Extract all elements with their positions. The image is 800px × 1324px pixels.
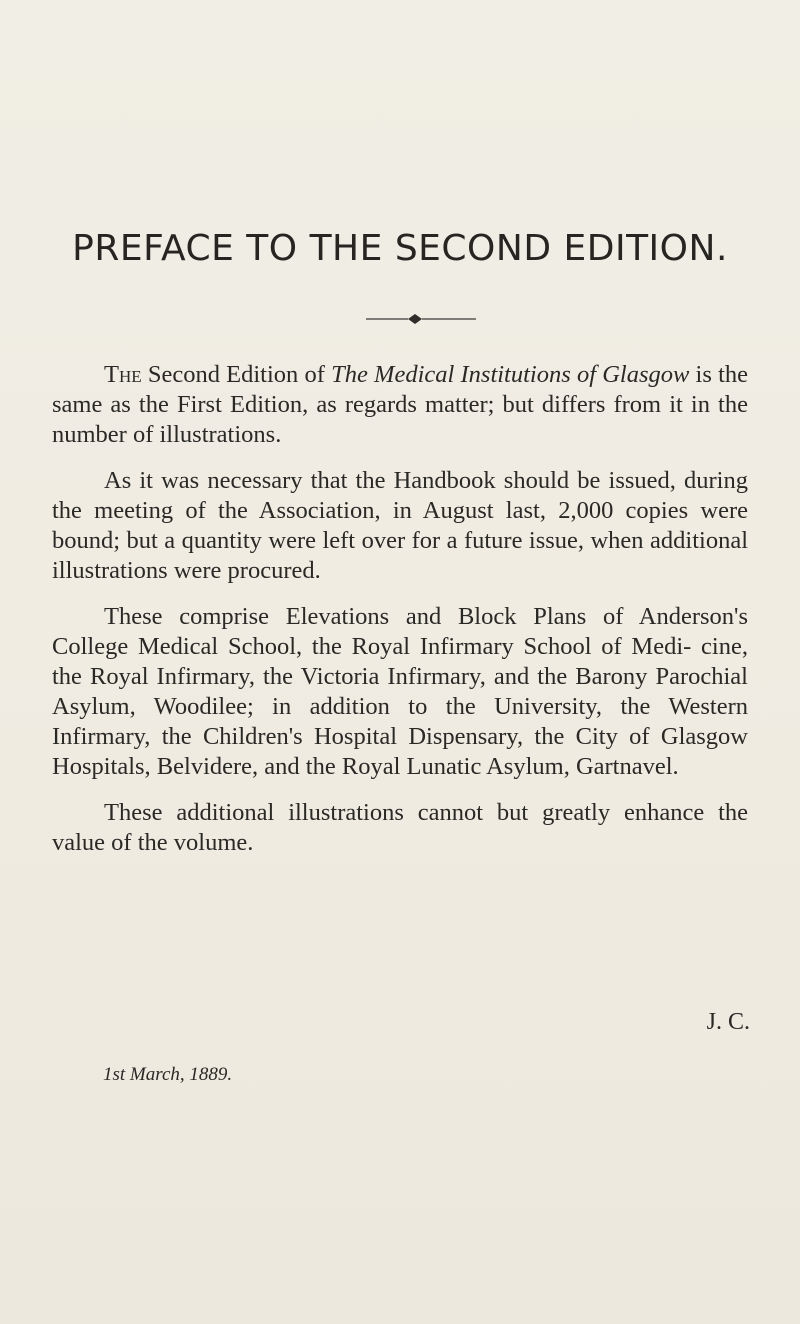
paragraph-4: These additional illustrations cannot but greatly enhance the value of the volume. (52, 799, 748, 856)
preface-date: 1st March, 1889. (103, 1064, 233, 1085)
divider-diamond (408, 314, 422, 324)
paragraph-3: These comprise Elevations and Block Plans of Anderson's College Medical School, the Royal Infirmary School of Medi- cine, the Royal Infirmary, the Victoria Infirmary, and the Barony Parochial Asylum, Woodilee; in addition to the University, the Western Infirmary, the Children's Hospital Dispensary, the City of Glasgow Hospitals, Belvidere, and the Royal Lunatic Asylum, Gartnavel. (52, 603, 748, 780)
paragraph-1 (52, 360, 748, 450)
paragraph-1-text-a: Second Edition of (141, 361, 332, 388)
book-title-italic: The Medical Institutions of Glasgow (331, 361, 690, 388)
page-title: PREFACE TO THE SECOND EDITION. (72, 228, 728, 269)
paragraph-1-text-b: is the same as the First Edition, as regards matter; but differs from it in the number of illustrations. (52, 361, 749, 448)
paragraph-2: As it was necessary that the Handbook should be issued, during the meeting of the Association, in August last, 2,000 copies were bound; but a quantity were left over for a future issue, when additional illustrations were procured. (52, 467, 748, 584)
preface-body (52, 360, 748, 874)
paragraph-1-lead: The (104, 361, 142, 388)
ornamental-divider (366, 312, 476, 326)
signature-initials: J. C. (706, 1009, 750, 1035)
